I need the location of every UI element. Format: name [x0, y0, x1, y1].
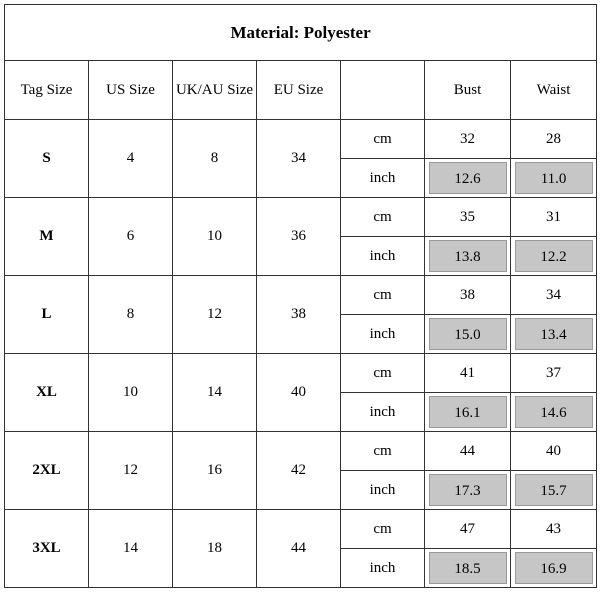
size-table: [4, 4, 597, 588]
unit-inch-label: inch: [341, 393, 425, 432]
bust-cm-cell: 41: [425, 354, 511, 393]
us-size-cell: 10: [89, 354, 173, 432]
waist-inch-cell: [511, 549, 597, 588]
header-ukau-size: UK/AU Size: [173, 61, 257, 120]
header-waist: Waist: [511, 61, 597, 120]
bust-inch-cell: [425, 471, 511, 510]
waist-cm-cell: 34: [511, 276, 597, 315]
ukau-size-cell: 16: [173, 432, 257, 510]
waist-inch-cell: [511, 159, 597, 198]
eu-size-cell: 44: [257, 510, 341, 588]
header-row: [5, 61, 597, 120]
eu-size-cell: 38: [257, 276, 341, 354]
us-size-cell: 4: [89, 120, 173, 198]
bust-cm-cell: 32: [425, 120, 511, 159]
waist-cm-cell: 40: [511, 432, 597, 471]
header-unit: [341, 61, 425, 120]
bust-inch-cell: [425, 393, 511, 432]
bust-inch-cell: [425, 237, 511, 276]
header-eu-size: EU Size: [257, 61, 341, 120]
waist-cm-cell: 43: [511, 510, 597, 549]
table-row: [5, 276, 597, 315]
us-size-cell: 8: [89, 276, 173, 354]
waist-cm-cell: 37: [511, 354, 597, 393]
ukau-size-cell: 14: [173, 354, 257, 432]
eu-size-cell: 40: [257, 354, 341, 432]
unit-cm-label: cm: [341, 510, 425, 549]
tag-size-cell: XL: [5, 354, 89, 432]
tag-size-cell: 3XL: [5, 510, 89, 588]
waist-inch-cell: [511, 471, 597, 510]
ukau-size-cell: 8: [173, 120, 257, 198]
header-us-size: US Size: [89, 61, 173, 120]
waist-inch-cell: [511, 315, 597, 354]
unit-cm-label: cm: [341, 432, 425, 471]
bust-inch-value: 18.5: [429, 552, 507, 584]
bust-inch-cell: [425, 549, 511, 588]
tag-size-cell: S: [5, 120, 89, 198]
ukau-size-cell: 10: [173, 198, 257, 276]
waist-inch-value: 16.9: [515, 552, 593, 584]
bust-inch-cell: [425, 315, 511, 354]
ukau-size-cell: 18: [173, 510, 257, 588]
table-row: [5, 120, 597, 159]
waist-inch-value: 11.0: [515, 162, 593, 194]
bust-inch-value: 17.3: [429, 474, 507, 506]
unit-cm-label: cm: [341, 354, 425, 393]
eu-size-cell: 42: [257, 432, 341, 510]
waist-inch-value: 12.2: [515, 240, 593, 272]
bust-inch-value: 15.0: [429, 318, 507, 350]
bust-inch-value: 12.6: [429, 162, 507, 194]
waist-inch-cell: [511, 237, 597, 276]
unit-inch-label: inch: [341, 549, 425, 588]
tag-size-cell: M: [5, 198, 89, 276]
bust-cm-cell: 47: [425, 510, 511, 549]
table-row: [5, 432, 597, 471]
us-size-cell: 12: [89, 432, 173, 510]
ukau-size-cell: 12: [173, 276, 257, 354]
table-title: Material: Polyester: [5, 5, 597, 61]
table-row: [5, 354, 597, 393]
unit-cm-label: cm: [341, 276, 425, 315]
eu-size-cell: 36: [257, 198, 341, 276]
header-tag-size: Tag Size: [5, 61, 89, 120]
unit-inch-label: inch: [341, 315, 425, 354]
eu-size-cell: 34: [257, 120, 341, 198]
table-row: [5, 510, 597, 549]
us-size-cell: 6: [89, 198, 173, 276]
unit-cm-label: cm: [341, 198, 425, 237]
bust-inch-value: 13.8: [429, 240, 507, 272]
bust-inch-cell: [425, 159, 511, 198]
waist-inch-value: 13.4: [515, 318, 593, 350]
bust-cm-cell: 35: [425, 198, 511, 237]
us-size-cell: 14: [89, 510, 173, 588]
tag-size-cell: L: [5, 276, 89, 354]
waist-inch-cell: [511, 393, 597, 432]
waist-cm-cell: 31: [511, 198, 597, 237]
tag-size-cell: 2XL: [5, 432, 89, 510]
header-bust: Bust: [425, 61, 511, 120]
waist-inch-value: 14.6: [515, 396, 593, 428]
waist-cm-cell: 28: [511, 120, 597, 159]
table-row: [5, 198, 597, 237]
unit-inch-label: inch: [341, 471, 425, 510]
unit-inch-label: inch: [341, 237, 425, 276]
bust-cm-cell: 38: [425, 276, 511, 315]
unit-inch-label: inch: [341, 159, 425, 198]
waist-inch-value: 15.7: [515, 474, 593, 506]
bust-inch-value: 16.1: [429, 396, 507, 428]
unit-cm-label: cm: [341, 120, 425, 159]
bust-cm-cell: 44: [425, 432, 511, 471]
